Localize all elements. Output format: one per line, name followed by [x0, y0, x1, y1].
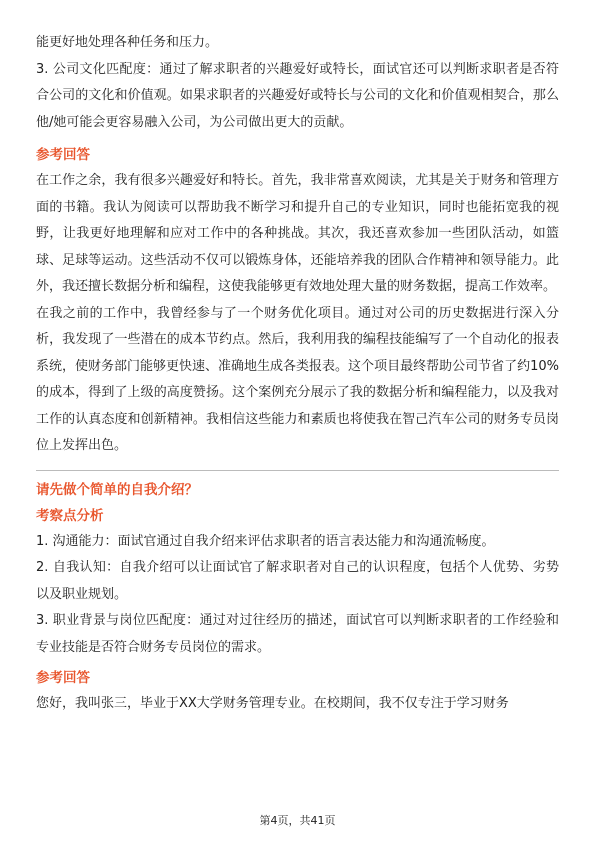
- page-content: [36, 30, 559, 718]
- analysis-heading: 考察点分析: [36, 507, 104, 524]
- answer-2-paragraph: 您好，我叫张三，毕业于XX大学财务管理专业。在校期间，我不仅专注于学习财务: [36, 696, 509, 711]
- reference-answer-heading-2: 参考回答: [36, 670, 90, 686]
- question-title: 请先做个简单的自我介绍？: [36, 481, 198, 498]
- analysis-item-2: 2. 自我认知：自我介绍可以让面试官了解求职者对自己的认识程度，包括个人优势、劣势以及职业规划。: [36, 560, 559, 602]
- reference-answer-heading: 参考回答: [36, 147, 90, 163]
- analysis-item-1: 1. 沟通能力：面试官通过自我介绍来评估求职者的语言表达能力和沟通流畅度。: [36, 533, 495, 549]
- paragraph-continuation: 能更好地处理各种任务和压力。: [36, 35, 219, 50]
- page-number: 第4页，共41页: [259, 814, 336, 827]
- section-divider: [36, 470, 559, 471]
- analysis-item-3: 3. 公司文化匹配度：通过了解求职者的兴趣爱好或特长，面试官还可以判断求职者是否符合公司的文化和价值观。如果求职者的兴趣爱好或特长与公司的文化和价值观相契合，那么他/她可能会更容易融入公司，为公司做出更大的贡献。: [36, 61, 559, 130]
- answer-paragraph-2: 在我之前的工作中，我曾经参与了一个财务优化项目。通过对公司的历史数据进行深入分析，我发现了一些潜在的成本节约点。然后，我利用我的编程技能编写了一个自动化的报表系统，使财务部门能够更快速、准确地生成各类报表。这个项目最终帮助公司节省了约10%的成本，得到了上级的高度赞扬。这个案例充分展示了我的数据分析和编程能力，以及我对工作的认真态度和创新精神。我相信这些能力和素质也将使我在智己汽车公司的财务专员岗位上发挥出色。: [36, 305, 559, 453]
- answer-paragraph-1: 在工作之余，我有很多兴趣爱好和特长。首先，我非常喜欢阅读，尤其是关于财务和管理方面的书籍。我认为阅读可以帮助我不断学习和提升自己的专业知识，同时也能拓宽我的视野，让我更好地理解和应对工作中的各种挑战。其次，我还喜欢参加一些团队活动，如篮球、足球等运动。这些活动不仅可以锻炼身体，还能培养我的团队合作精神和领导能力。此外，我还擅长数据分析和编程，这使我能够更有效地处理大量的财务数据，提高工作效率。: [36, 173, 559, 294]
- analysis-item-3-match: 3. 职业背景与岗位匹配度：通过对过往经历的描述，面试官可以判断求职者的工作经验和专业技能是否符合财务专员岗位的需求。: [36, 613, 559, 655]
